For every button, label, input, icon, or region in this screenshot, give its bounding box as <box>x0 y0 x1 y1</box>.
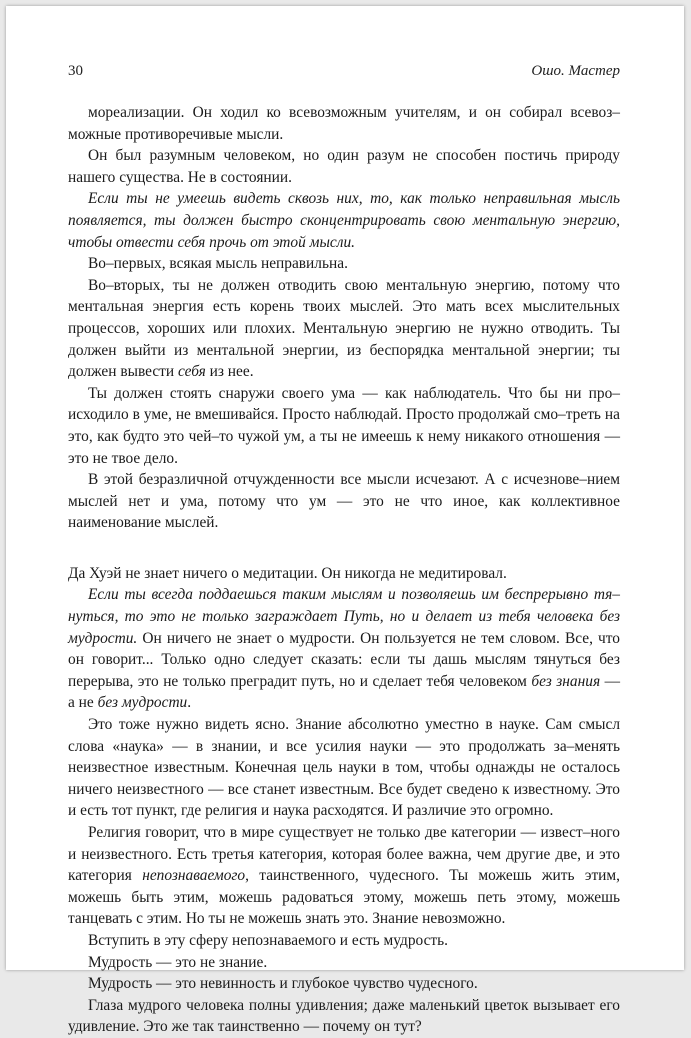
text-run: Это тоже нужно видеть ясно. Знание абсолютно уместно в науке. Сам смысл слова «наука» — в знании, и все усилия науки — это продолжать за–менять неизвестное известным. Конечная цель науки в том, чтобы однажды не осталось ничего неизвестного — все станет известным. Все будет сведено к известному. Это и есть тот пункт, где религия и наука расходятся. И различие это огромно. <box>68 716 620 820</box>
paragraph <box>68 973 620 995</box>
text-run: Религия говорит, что в мире существует не только две категории — извест–ного и неизвестного. Есть третья категория, которая более важна, чем другие две, и это категория <box>68 824 620 885</box>
text-run: Во–первых, всякая мысль неправильна. <box>88 255 348 273</box>
paragraph <box>68 563 620 585</box>
italic-text: без знания <box>531 672 601 690</box>
text-run: Да Хуэй не знает ничего о медитации. Он никогда не медитировал. <box>68 564 507 582</box>
text-run: Мудрость — это невинность и глубокое чувство чудесного. <box>88 975 478 993</box>
paragraph <box>68 188 620 253</box>
text-run: из нее. <box>205 363 254 381</box>
body-text <box>68 102 620 1038</box>
text-run: — а не <box>68 672 621 712</box>
paragraph <box>68 383 620 469</box>
paragraph <box>68 584 620 714</box>
paragraph <box>68 930 620 952</box>
paragraph <box>68 275 620 383</box>
book-page <box>6 6 684 1036</box>
paragraph <box>68 102 620 145</box>
text-run: Он ничего не знает о мудрости. Он пользуется не тем словом. Все, что он говорит... Только одно следует сказать: если ты дашь мыслям тянуться без перерыва, это не только преградит путь, но и сделает тебя человеком <box>68 629 620 690</box>
text-run: Мудрость — это не знание. <box>88 953 268 971</box>
paragraph <box>68 995 620 1038</box>
italic-text: Если ты всегда поддаешься таким мыслям и позволяешь им беспрерывно тя–нуться, то это не только заграждает Путь, но и делает из тебя человека без мудрости. <box>68 586 620 647</box>
paragraph <box>68 952 620 974</box>
italic-text: Если ты не умеешь видеть сквозь них, то, как только неправильная мысль появляется, ты должен быстро сконцентрировать свою ментальную энергию, чтобы отвести себя прочь от этой мысли. <box>68 190 620 251</box>
text-run: Во–вторых, ты не должен отводить свою ментальную энергию, потому что ментальная энергия есть корень твоих мыслей. Это мать всех мыслительных процессов, хороших или плохих. Ментальную энергию не нужно отводить. Ты должен выйти из ментальной энергии, из беспорядка ментальной энергии; ты должен вывести <box>68 276 620 381</box>
paragraph <box>68 253 620 275</box>
text-run: , таинственного, чудесного. Ты можешь жить этим, можешь быть этим, можешь радоваться этому, можешь петь этому, можешь танцевать с этим. Но ты не можешь знать это. Знание невозможно. <box>68 867 621 928</box>
italic-text: непознаваемого <box>142 867 246 885</box>
text-run: В этой безразличной отчужденности все мысли исчезают. А с исчезнове–нием мыслей нет и ума, потому что ум — это не что иное, как коллективное наименование мыслей. <box>68 471 620 532</box>
paragraph <box>68 145 620 188</box>
text-run: Глаза мудрого человека полны удивления; даже маленький цветок вызывает его удивление. Это же так таинственно — почему он тут? <box>68 996 620 1036</box>
paragraph <box>68 714 620 822</box>
text-run: . <box>187 694 192 712</box>
text-run: Вступить в эту сферу непознаваемого и есть мудрость. <box>88 931 449 949</box>
text-run: Ты должен стоять снаружи своего ума — как наблюдатель. Что бы ни про–исходило в уме, не вмешивайся. Просто наблюдай. Просто продолжай смо–треть на это, как будто это чей–то чужой ум, а ты не имеешь к нему никакого отношения — это не твое дело. <box>68 384 620 467</box>
paragraph <box>68 469 620 534</box>
running-title: Ошо. Мастер <box>531 63 620 79</box>
text-run: Он был разумным человеком, но один разум не способен постичь природу нашего существа. Не в состоянии. <box>68 147 620 186</box>
page-number: 30 <box>68 63 83 79</box>
italic-text: без мудрости <box>97 694 188 712</box>
paragraph <box>68 822 620 930</box>
section-break <box>68 534 620 563</box>
italic-text: себя <box>178 363 206 381</box>
text-run: мореализации. Он ходил ко всевозможным учителям, и он собирал всевоз–можные противоречивые мысли. <box>68 104 620 143</box>
